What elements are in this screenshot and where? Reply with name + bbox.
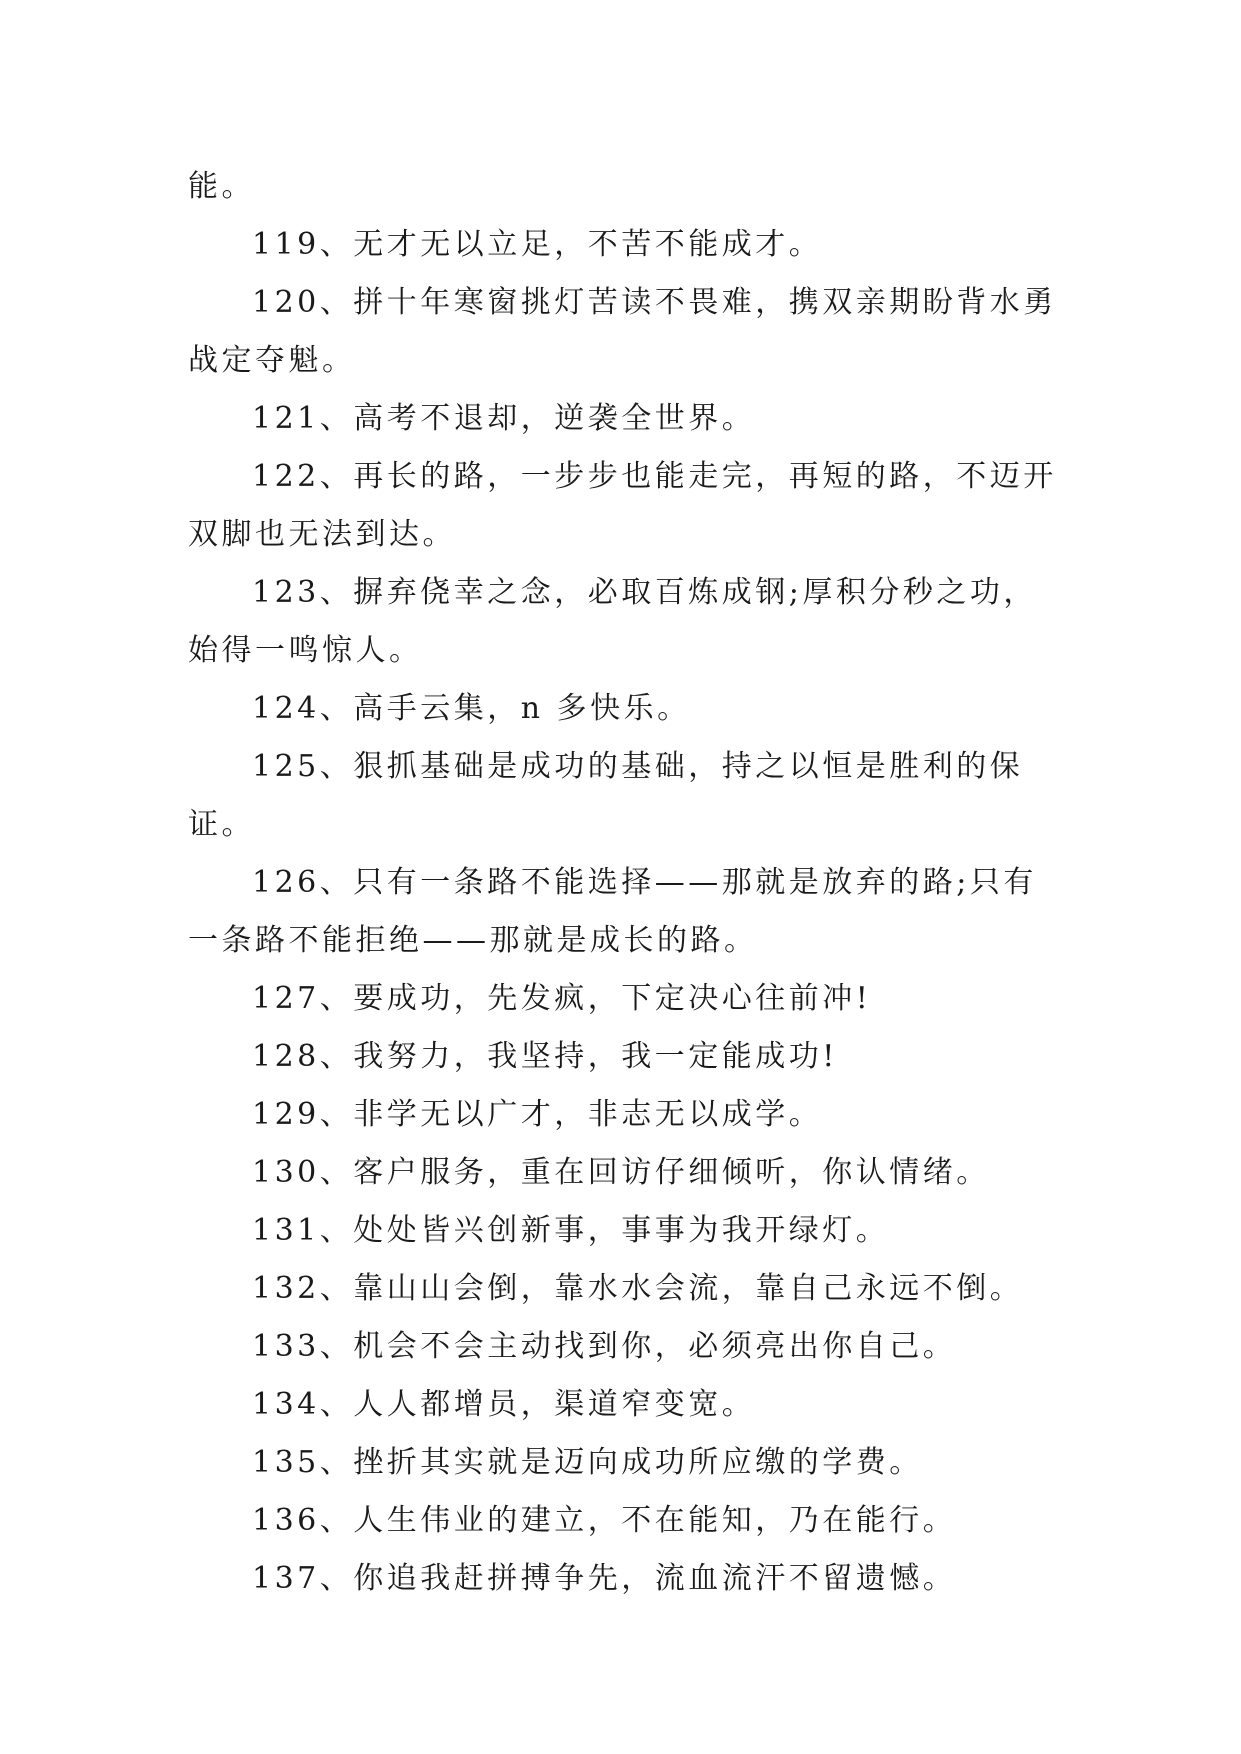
paragraph-124: 124、高手云集，n 多快乐。: [252, 691, 691, 726]
paragraph-121: 121、高考不退却，逆袭全世界。: [252, 401, 756, 436]
paragraph-129: 129、非学无以广才，非志无以成学。: [252, 1097, 823, 1132]
paragraph-135: 135、挫折其实就是迈向成功所应缴的学费。: [252, 1445, 923, 1480]
paragraph-continuation: 能。: [188, 169, 255, 204]
paragraph-123: 123、摒弃侥幸之念，必取百炼成钢;厚积分秒之功，始得一鸣惊人。: [188, 575, 1037, 668]
paragraph-136: 136、人生伟业的建立，不在能知，乃在能行。: [252, 1503, 957, 1538]
paragraph-125: 125、狠抓基础是成功的基础，持之以恒是胜利的保证。: [188, 749, 1024, 842]
paragraph-131: 131、处处皆兴创新事，事事为我开绿灯。: [252, 1213, 890, 1248]
paragraph-126: 126、只有一条路不能选择——那就是放弃的路;只有一条路不能拒绝——那就是成长的路。: [188, 865, 1037, 958]
paragraph-137: 137、你追我赶拼搏争先，流血流汗不留遗憾。: [252, 1561, 957, 1596]
paragraph-133: 133、机会不会主动找到你，必须亮出你自己。: [252, 1329, 957, 1364]
paragraph-119: 119、无才无以立足，不苦不能成才。: [252, 227, 823, 262]
paragraph-128: 128、我努力，我坚持，我一定能成功!: [252, 1039, 838, 1074]
paragraph-127: 127、要成功，先发疯，下定决心往前冲!: [252, 981, 872, 1016]
paragraph-134: 134、人人都增员，渠道窄变宽。: [252, 1387, 756, 1422]
document-body: [188, 158, 1068, 1608]
paragraph-132: 132、靠山山会倒，靠水水会流，靠自己永远不倒。: [252, 1271, 1024, 1306]
paragraph-122: 122、再长的路，一步步也能走完，再短的路，不迈开双脚也无法到达。: [188, 459, 1057, 552]
paragraph-130: 130、客户服务，重在回访仔细倾听，你认情绪。: [252, 1155, 990, 1190]
paragraph-120: 120、拼十年寒窗挑灯苦读不畏难，携双亲期盼背水勇战定夺魁。: [188, 285, 1057, 378]
